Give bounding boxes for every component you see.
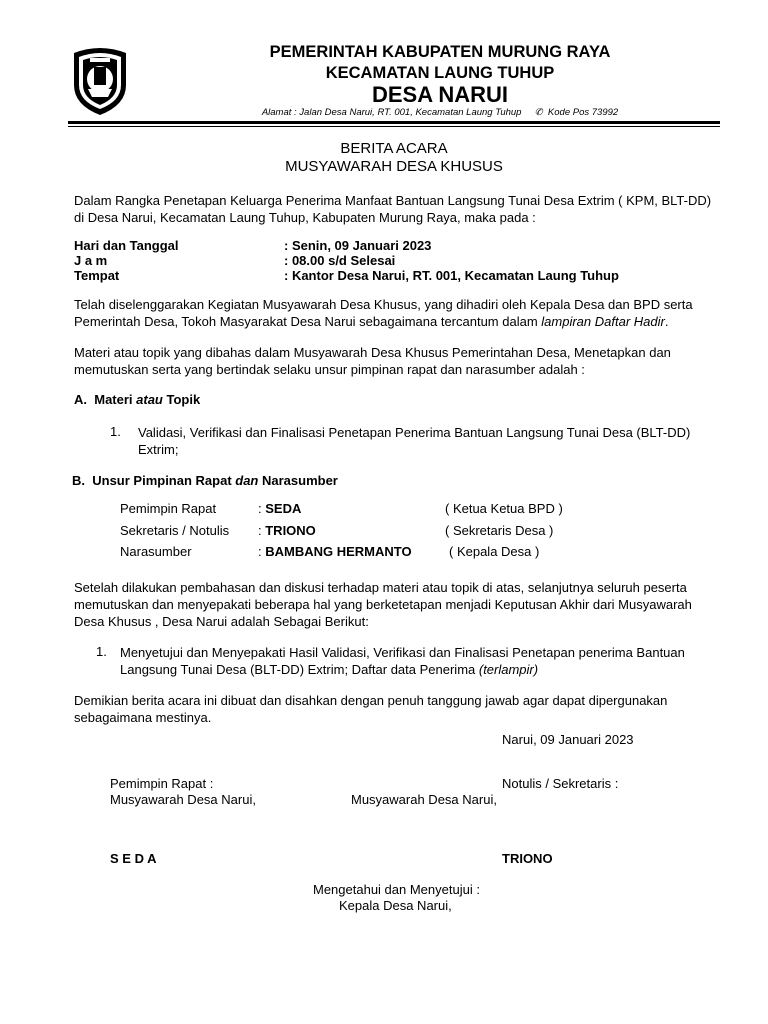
section-b-title-end: Narasumber	[258, 473, 338, 488]
speaker-sep: :	[258, 544, 266, 559]
decision-line-1: Menyetujui dan Menyepakati Hasil Validasi, Verifikasi dan Finalisasi Penetapan penerima Bantuan	[120, 645, 685, 660]
letterhead-government: PEMERINTAH KABUPATEN MURUNG RAYA	[269, 43, 611, 61]
held-line-2-text: Pemerintah Desa, Tokoh Masyarakat Desa Narui sebagaimana tercantum dalam	[74, 314, 542, 329]
decision-line-2-text: Langsung Tunai Desa (BLT-DD) Extrim; Daftar data Penerima	[120, 662, 479, 677]
secretary-role: Sekretaris / Notulis	[120, 523, 230, 538]
speaker-position: ( Kepala Desa )	[449, 544, 540, 559]
secretary-name-cell	[258, 523, 316, 538]
discussion-line-2: memutuskan dan menyepakati beberapa hal yang berketetapan menjadi Keputusan Akhir dari Musyawarah	[74, 597, 692, 612]
section-a-title-italic: atau	[136, 392, 163, 407]
letterhead-address-line	[150, 107, 730, 118]
leader-name-cell	[258, 501, 301, 516]
document-subtitle: MUSYAWARAH DESA KHUSUS	[285, 158, 503, 175]
closing-line-1: Demikian berita acara ini dibuat dan disahkan dengan penuh tanggung jawab agar dapat dipergunakan	[74, 693, 668, 708]
material-line-1: Materi atau topik yang dibahas dalam Musyawarah Desa Khusus Pemerintahan Desa, Menetapkan dan	[74, 345, 671, 360]
secretary-position: ( Sekretaris Desa )	[445, 523, 554, 538]
letterhead-thin-rule	[68, 126, 720, 127]
detail-value-date: : Senin, 09 Januari 2023	[284, 238, 432, 253]
section-a-title: Materi	[94, 392, 137, 407]
secretary-sep: :	[258, 523, 266, 538]
letterhead-thick-rule	[68, 121, 720, 124]
detail-value-time: : 08.00 s/d Selesai	[284, 253, 396, 268]
address-text: Alamat : Jalan Desa Narui, RT. 001, Kecamatan Laung Tuhup	[261, 107, 522, 118]
decision-item	[120, 644, 720, 678]
section-a-item-number: 1.	[110, 424, 121, 439]
detail-label-place: Tempat	[74, 268, 120, 283]
decision-number: 1.	[96, 644, 107, 659]
leader-sep: :	[258, 501, 266, 516]
held-line-1: Telah diselenggarakan Kegiatan Musyawarah Desa Khusus, yang dihadiri oleh Kepala Desa dan BPD serta	[74, 297, 693, 312]
decision-line-2	[120, 661, 720, 678]
secretary-name: TRIONO	[265, 523, 316, 538]
signature-left-role: Pemimpin Rapat :	[110, 776, 214, 791]
attachment-note: (terlampir)	[478, 662, 539, 677]
held-line-2-period: .	[664, 314, 669, 329]
section-a-item-line-1: Validasi, Verifikasi dan Finalisasi Penetapan Penerima Bantuan Langsung Tunai Desa (BLT-DD)	[138, 425, 691, 440]
section-a-marker: A.	[74, 392, 87, 407]
signature-right-name: TRIONO	[502, 851, 553, 866]
section-a-item	[138, 424, 720, 458]
signature-right-role: Notulis / Sekretaris :	[502, 776, 619, 791]
held-line-2	[74, 313, 720, 330]
speaker-name-cell	[258, 544, 412, 559]
place-date: Narui, 09 Januari 2023	[502, 732, 634, 747]
closing-line-2: sebagaimana mestinya.	[74, 710, 212, 725]
section-b-title-italic: dan	[235, 473, 259, 488]
postcode-icon: ✆	[524, 107, 546, 118]
closing-paragraph	[74, 692, 720, 726]
speaker-role: Narasumber	[120, 544, 192, 559]
postcode-text: Kode Pos 73992	[547, 107, 619, 118]
discussion-line-3: Desa Khusus , Desa Narui adalah Sebagai Berikut:	[74, 614, 369, 629]
detail-label-date: Hari dan Tanggal	[74, 238, 179, 253]
speaker-name: BAMBANG HERMANTO	[265, 544, 412, 559]
discussion-paragraph	[74, 579, 720, 630]
intro-paragraph	[74, 192, 720, 226]
section-b-marker: B.	[72, 473, 85, 488]
leader-position: ( Ketua Ketua BPD )	[445, 501, 563, 516]
held-paragraph	[74, 296, 720, 330]
signature-left-org: Musyawarah Desa Narui,	[110, 792, 256, 807]
approval-line-1: Mengetahui dan Menyetujui :	[313, 882, 480, 897]
attendance-list-reference: lampiran Daftar Hadir	[541, 314, 665, 329]
intro-line-1: Dalam Rangka Penetapan Keluarga Penerima Manfaat Bantuan Langsung Tunai Desa Extrim ( KPM, BLT-DD)	[74, 193, 712, 208]
detail-value-place: : Kantor Desa Narui, RT. 001, Kecamatan Laung Tuhup	[284, 268, 619, 283]
approval-line-2: Kepala Desa Narui,	[339, 898, 452, 913]
section-a-heading	[74, 392, 200, 407]
leader-role: Pemimpin Rapat	[120, 501, 217, 516]
discussion-line-1: Setelah dilakukan pembahasan dan diskusi terhadap materi atau topik di atas, selanjutnya seluruh peserta	[74, 580, 687, 595]
signature-middle-org: Musyawarah Desa Narui,	[351, 792, 497, 807]
leader-name: SEDA	[265, 501, 302, 516]
intro-line-2: di Desa Narui, Kecamatan Laung Tuhup, Kabupaten Murung Raya, maka pada :	[74, 210, 536, 225]
document-title: BERITA ACARA	[340, 140, 448, 157]
detail-label-time: J a m	[74, 253, 108, 268]
letterhead-village: DESA NARUI	[371, 82, 509, 107]
section-a-item-line-2: Extrim;	[138, 442, 179, 457]
signature-left-name: S E D A	[110, 851, 157, 866]
material-line-2: memutuskan serta yang bertindak selaku unsur pimpinan rapat dan narasumber adalah :	[74, 362, 585, 377]
section-b-title: Unsur Pimpinan Rapat	[92, 473, 236, 488]
section-b-heading	[72, 473, 338, 488]
section-a-title-end: Topik	[162, 392, 201, 407]
material-paragraph	[74, 344, 720, 378]
letterhead-district: KECAMATAN LAUNG TUHUP	[325, 64, 555, 82]
regency-emblem-logo	[68, 45, 132, 117]
